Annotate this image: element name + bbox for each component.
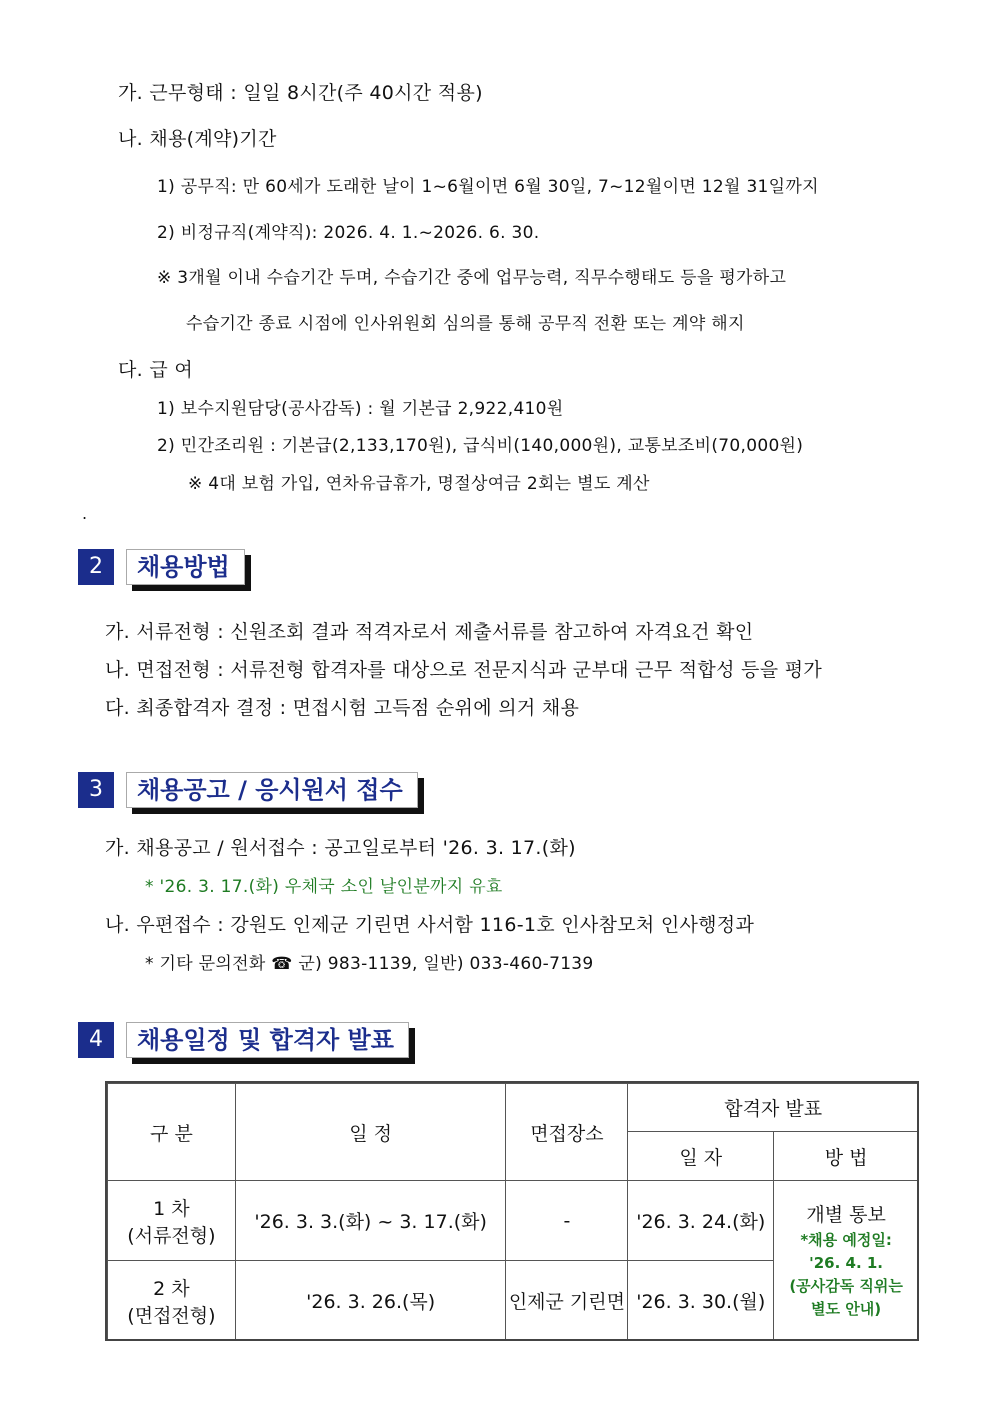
row2-place: 인제군 기린면 <box>506 1261 628 1341</box>
row2-schedule: '26. 3. 26.(목) <box>235 1261 506 1341</box>
method-item-2: 나. 면접전형 : 서류전형 합격자를 대상으로 전문지식과 군부대 근무 적합성 등을 평가 <box>105 659 823 681</box>
notice-item-a-note: * '26. 3. 17.(화) 우체국 소인 날인분까지 유효 <box>145 877 503 897</box>
row2-category <box>108 1261 236 1341</box>
schedule-table <box>107 1083 919 1341</box>
header-place: 면접장소 <box>506 1084 628 1181</box>
pay-heading: 다. 급 여 <box>118 359 193 381</box>
row1-date: '26. 3. 24.(화) <box>628 1181 774 1261</box>
pay-item-1: 1) 보수지원담당(공사감독) : 월 기본급 2,922,410원 <box>157 399 564 419</box>
contract-period-heading: 나. 채용(계약)기간 <box>118 128 277 150</box>
contract-period-item-2: 2) 비정규직(계약직): 2026. 4. 1.~2026. 6. 30. <box>157 223 540 243</box>
row1-category-sub: (서류전형) <box>127 1224 216 1247</box>
contract-period-item-1: 1) 공무직: 만 60세가 도래한 날이 1~6월이면 6월 30일, 7~12월이면 12월 31일까지 <box>157 177 819 197</box>
stray-dot: . <box>82 504 88 523</box>
section-number: 2 <box>78 549 114 585</box>
probation-note-2: 수습기간 종료 시점에 인사위원회 심의를 통해 공무직 전환 또는 계약 해지 <box>186 314 745 334</box>
section-title: 채용방법 <box>126 549 245 585</box>
row2-date: '26. 3. 30.(월) <box>628 1261 774 1341</box>
table-row <box>108 1181 919 1261</box>
header-method: 방 법 <box>774 1132 919 1181</box>
work-type-line: 가. 근무형태 : 일일 8시간(주 40시간 적용) <box>118 82 483 104</box>
row2-category-sub: (면접전형) <box>127 1304 216 1327</box>
notice-item-b: 나. 우편접수 : 강원도 인제군 기린면 사서함 116-1호 인사참모처 인사행정과 <box>105 914 755 936</box>
row2-category-label: 2 차 <box>153 1277 190 1300</box>
section-number: 4 <box>78 1022 114 1058</box>
header-category: 구 분 <box>108 1084 236 1181</box>
row1-place: - <box>506 1181 628 1261</box>
method-item-1: 가. 서류전형 : 신원조회 결과 적격자로서 제출서류를 참고하여 자격요건 확인 <box>105 621 754 643</box>
notice-item-a: 가. 채용공고 / 원서접수 : 공고일로부터 '26. 3. 17.(화) <box>105 837 576 859</box>
header-schedule: 일 정 <box>235 1084 506 1181</box>
method-item-3: 다. 최종합격자 결정 : 면접시험 고득점 순위에 의거 채용 <box>105 697 580 719</box>
section-title: 채용공고 / 응시원서 접수 <box>126 772 418 808</box>
method-note-1: *채용 예정일: <box>800 1231 892 1249</box>
section-title: 채용일정 및 합격자 발표 <box>126 1022 409 1058</box>
pay-item-2: 2) 민간조리원 : 기본급(2,133,170원), 급식비(140,000원), 교통보조비(70,000원) <box>157 436 804 456</box>
header-date: 일 자 <box>628 1132 774 1181</box>
probation-note-1: ※ 3개월 이내 수습기간 두며, 수습기간 중에 업무능력, 직무수행태도 등을 평가하고 <box>157 268 787 288</box>
method-note-2: '26. 4. 1. <box>809 1254 884 1272</box>
notice-item-b-note: * 기타 문의전화 ☎ 군) 983-1139, 일반) 033-460-7139 <box>145 954 594 974</box>
header-announce: 합격자 발표 <box>628 1084 919 1132</box>
row1-category-label: 1 차 <box>153 1197 190 1220</box>
section-number: 3 <box>78 772 114 808</box>
method-main: 개별 통보 <box>806 1204 886 1226</box>
method-note-3: (공사감독 직위는 <box>789 1277 903 1295</box>
method-cell <box>774 1181 919 1341</box>
method-note-4: 별도 안내) <box>811 1300 882 1318</box>
pay-note: ※ 4대 보험 가입, 연차유급휴가, 명절상여금 2회는 별도 계산 <box>188 474 650 494</box>
row1-category <box>108 1181 236 1261</box>
row1-schedule: '26. 3. 3.(화) ~ 3. 17.(화) <box>235 1181 506 1261</box>
